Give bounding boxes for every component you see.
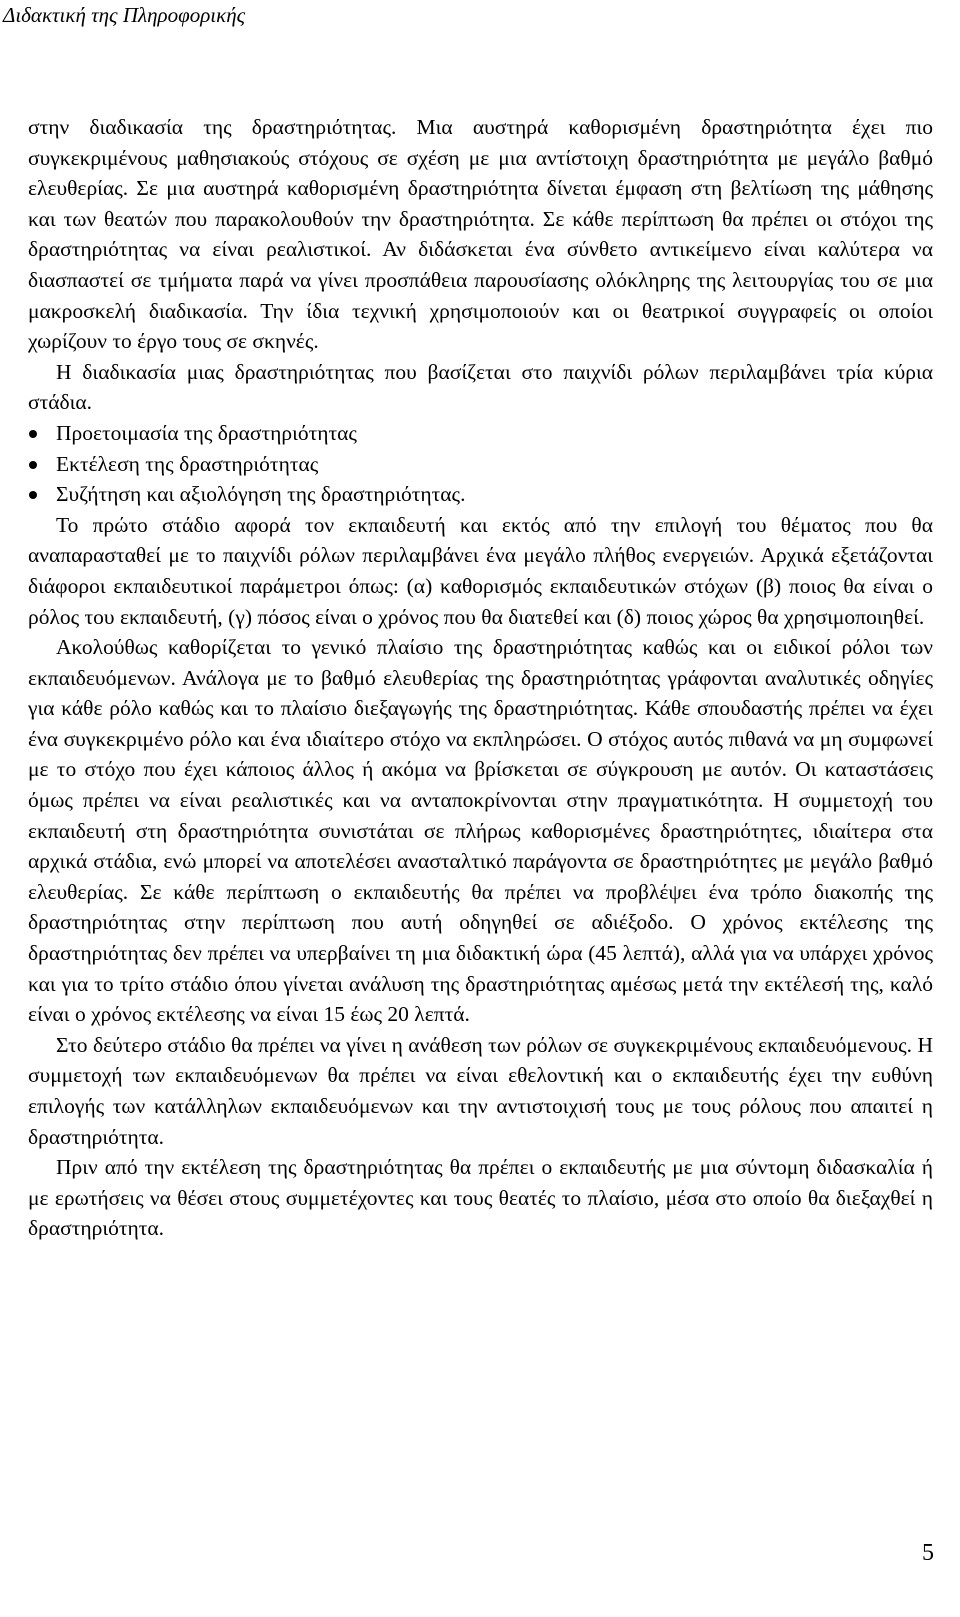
paragraph-role-activity-goals: στην διαδικασία της δραστηριότητας. Μια αυστηρά καθορισμένη δραστηριότητα έχει πιο συγκεκριμένους μαθησιακούς στόχους σε σχέση με μια αντίστοιχη δραστηριότητα με μεγάλο βαθμό ελευθερίας. Σε μια αυστηρά καθορισμένη δραστηριότητα δίνεται έμφαση στη βελτίωση της μάθησης και των θεατών που παρακολουθούν την δραστηριότητα. Σε κάθε περίπτωση θα πρέπει οι στόχοι της δραστηριότητας να είναι ρεαλιστικοί. Αν διδάσκεται ένα σύνθετο αντικείμενο είναι καλύτερα να διασπαστεί σε τμήματα παρά να γίνει προσπάθεια παρουσίασης ολόκληρης της λειτουργίας του σε μια μακροσκελή διαδικασία. Την ίδια τεχνική χρησιμοποιούν και οι θεατρικοί συγγραφείς οι οποίοι χωρίζουν το έργο τους σε σκηνές. (28, 115, 933, 354)
bullet-icon (29, 491, 37, 499)
paragraph-before-execution: Πριν από την εκτέλεση της δραστηριότητας θα πρέπει ο εκπαιδευτής με μια σύντομη διδασκαλία ή με ερωτήσεις να θέσει στους συμμετέχοντες και τους θεατές το πλαίσιο, μέσα στο οποίο θα διεξαχθεί η δραστηριότητα. (28, 1155, 933, 1241)
list-item-text: Εκτέλεση της δραστηριότητας (56, 451, 319, 476)
list-item (28, 449, 933, 480)
bullet-icon (29, 461, 37, 469)
page-number: 5 (922, 1540, 934, 1566)
paragraph-first-stage: Το πρώτο στάδιο αφορά τον εκπαιδευτή και εκτός από την επιλογή του θέματος που θα αναπαρασταθεί με το παιχνίδι ρόλων περιλαμβάνει ένα μεγάλο πλήθος ενεργειών. Αρχικά εξετάζονται διάφοροι εκπαιδευτικοί παράμετροι όπως: (α) καθορισμός εκπαιδευτικών στόχων (β) ποιος θα είναι ο ρόλος του εκπαιδευτή, (γ) πόσος είναι ο χρόνος που θα διατεθεί και (δ) ποιος χώρος θα χρησιμοποιηθεί. (28, 512, 933, 629)
paragraph-roles-and-timing: Ακολούθως καθορίζεται το γενικό πλαίσιο της δραστηριότητας καθώς και οι ειδικοί ρόλοι των εκπαιδευόμενων. Ανάλογα με το βαθμό ελευθερίας της δραστηριότητας γράφονται αναλυτικές οδηγίες για κάθε ρόλο καθώς και το πλαίσιο διεξαγωγής της δραστηριότητας. Κάθε σπουδαστής πρέπει να έχει ένα συγκεκριμένο ρόλο και ένα ιδιαίτερο στόχο να εκπληρώσει. Ο στόχος αυτός πιθανά να μη συμφωνεί με το στόχο που έχει κάποιος άλλος ή ακόμα να βρίσκεται σε σύγκρουση με αυτόν. Οι καταστάσεις όμως πρέπει να είναι ρεαλιστικές και να ανταποκρίνονται στην πραγματικότητα. Η συμμετοχή του εκπαιδευτή στη δραστηριότητα συνιστάται σε πλήρως καθορισμένες δραστηριότητες, ιδιαίτερα στα αρχικά στάδια, ενώ μπορεί να αποτελέσει ανασταλτικό παράγοντα σε δραστηριότητες με μεγάλο βαθμό ελευθερίας. Σε κάθε περίπτωση ο εκπαιδευτής θα πρέπει να προβλέψει ένα τρόπο διακοπής της δραστηριότητας στην περίπτωση που αυτή οδηγηθεί σε αδιέξοδο. Ο χρόνος εκτέλεσης της δραστηριότητας δεν πρέπει να υπερβαίνει τη μια διδακτική ώρα (45 λεπτά), αλλά για να υπάρχει χρόνος και για το τρίτο στάδιο όπου γίνεται ανάλυση της δραστηριότητας αμέσως μετά την εκτέλεσή της, καλό είναι ο χρόνος εκτέλεσης να είναι 15 έως 20 λεπτά. (28, 635, 933, 1027)
list-item (28, 479, 933, 510)
stages-list (28, 418, 933, 510)
running-header-title: Διδακτική της Πληροφορικής (3, 3, 246, 27)
paragraph-second-stage: Στο δεύτερο στάδιο θα πρέπει να γίνει η ανάθεση των ρόλων σε συγκεκριμένους εκπαιδευόμενους. Η συμμετοχή των εκπαιδευόμενων θα πρέπει να είναι εθελοντική και ο εκπαιδευτής έχει την ευθύνη επιλογής των κατάλληλων εκπαιδευόμενων και την αντιστοιχισή τους με τους ρόλους που απαιτεί η δραστηριότητα. (28, 1032, 933, 1149)
paragraph-three-stages-intro: Η διαδικασία μιας δραστηριότητας που βασίζεται στο παιχνίδι ρόλων περιλαμβάνει τρία κύρια στάδια. (28, 359, 933, 415)
page-body (28, 112, 933, 1244)
bullet-icon (29, 430, 37, 438)
list-item-text: Προετοιμασία της δραστηριότητας (56, 420, 357, 445)
list-item-text: Συζήτηση και αξιολόγηση της δραστηριότητας. (56, 482, 466, 507)
list-item (28, 418, 933, 449)
